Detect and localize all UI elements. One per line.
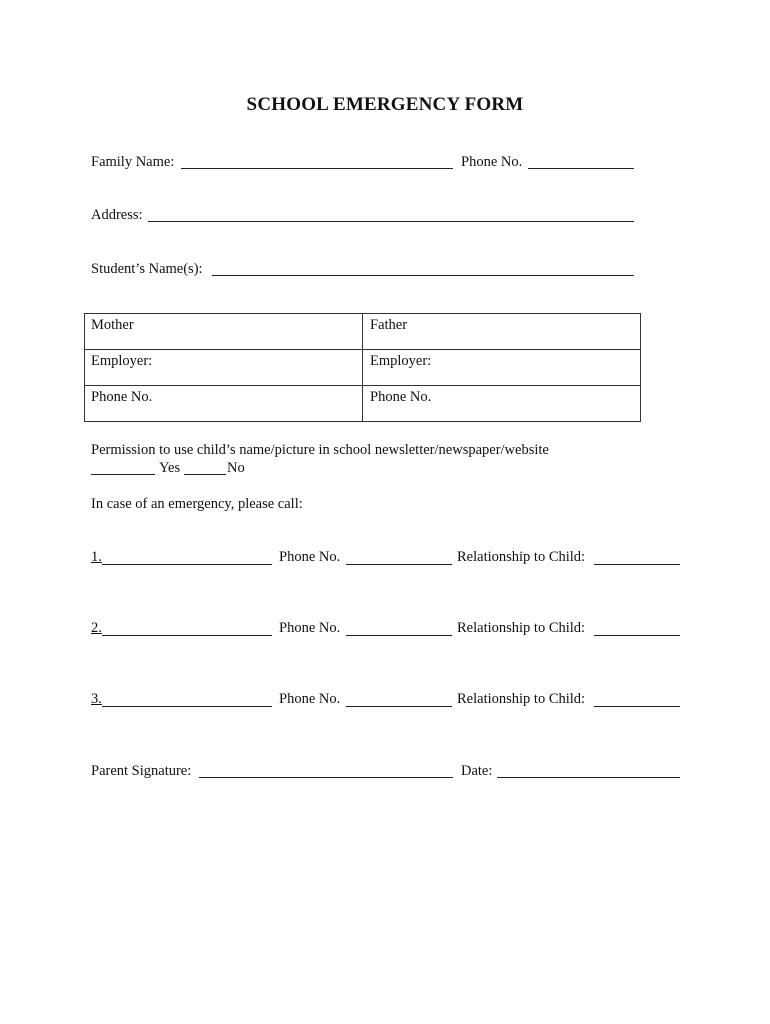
contact-1-phone-field[interactable] bbox=[346, 564, 452, 565]
family-phone-label: Phone No. bbox=[461, 154, 523, 170]
contact-2-relationship-field[interactable] bbox=[594, 635, 680, 636]
contact-2-number: 2. bbox=[91, 620, 102, 636]
contact-2-phone-field[interactable] bbox=[346, 635, 452, 636]
address-label: Address: bbox=[91, 207, 143, 223]
form-title: SCHOOL EMERGENCY FORM bbox=[246, 94, 524, 115]
parents-table bbox=[84, 313, 641, 422]
contact-1-number: 1. bbox=[91, 549, 102, 565]
contact-3-relationship-field[interactable] bbox=[594, 706, 680, 707]
date-field[interactable] bbox=[497, 777, 680, 778]
family-name-label: Family Name: bbox=[91, 154, 175, 170]
students-label: Student’s Name(s): bbox=[91, 261, 203, 277]
permission-no-field[interactable] bbox=[184, 474, 226, 475]
contact-2-name-field[interactable] bbox=[102, 635, 272, 636]
father-cell[interactable]: Father bbox=[370, 317, 408, 333]
contact-1-phone-label: Phone No. bbox=[279, 549, 341, 565]
mother-cell[interactable]: Mother bbox=[85, 314, 363, 349]
contact-1-name-field[interactable] bbox=[102, 564, 272, 565]
permission-yes-label: Yes bbox=[159, 460, 181, 476]
father-employer-cell[interactable]: Employer: bbox=[370, 353, 432, 369]
parent-signature-label: Parent Signature: bbox=[91, 763, 192, 779]
mother-employer-cell[interactable]: Employer: bbox=[85, 350, 363, 385]
contact-2-phone-label: Phone No. bbox=[279, 620, 341, 636]
permission-yes-field[interactable] bbox=[91, 474, 155, 475]
students-field[interactable] bbox=[212, 275, 634, 276]
date-label: Date: bbox=[461, 763, 493, 779]
parent-signature-field[interactable] bbox=[199, 777, 453, 778]
table-row bbox=[85, 314, 640, 350]
contact-3-name-field[interactable] bbox=[102, 706, 272, 707]
contact-1-relationship-field[interactable] bbox=[594, 564, 680, 565]
permission-no-label: No bbox=[227, 460, 245, 476]
family-phone-field[interactable] bbox=[528, 168, 634, 169]
permission-text: Permission to use child’s name/picture in school newsletter/newspaper/website bbox=[91, 442, 549, 458]
contact-3-phone-label: Phone No. bbox=[279, 691, 341, 707]
table-row bbox=[85, 386, 640, 422]
emergency-intro: In case of an emergency, please call: bbox=[91, 496, 303, 512]
father-phone-cell[interactable]: Phone No. bbox=[370, 389, 432, 405]
contact-2-relationship-label: Relationship to Child: bbox=[457, 620, 586, 636]
mother-phone-cell[interactable]: Phone No. bbox=[85, 386, 363, 422]
contact-1-relationship-label: Relationship to Child: bbox=[457, 549, 586, 565]
table-row bbox=[85, 350, 640, 386]
address-field[interactable] bbox=[148, 221, 634, 222]
contact-3-relationship-label: Relationship to Child: bbox=[457, 691, 586, 707]
family-name-field[interactable] bbox=[181, 168, 453, 169]
contact-3-number: 3. bbox=[91, 691, 102, 707]
contact-3-phone-field[interactable] bbox=[346, 706, 452, 707]
